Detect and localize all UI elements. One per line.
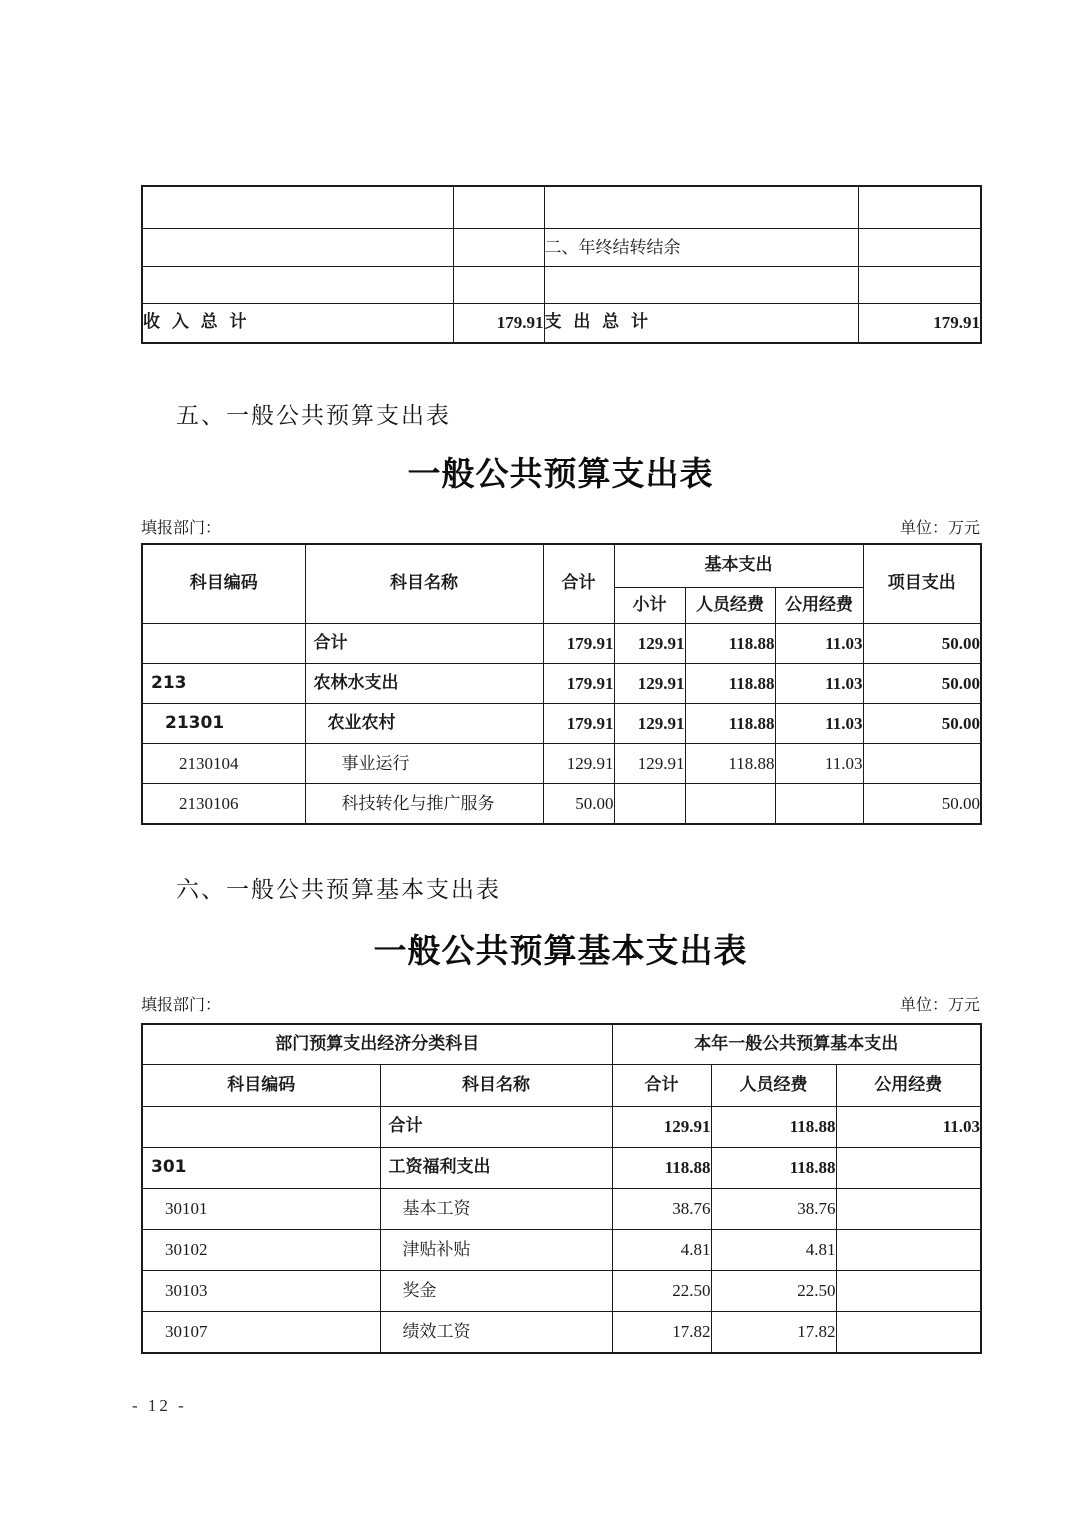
section5-form-dept-label: 填报部门： (141, 520, 222, 537)
cell-label: 二、年终结转结余 (544, 229, 858, 267)
cell-subtotal: 129.91 (614, 664, 685, 704)
cell-public-funds (836, 1230, 981, 1271)
cell-public-funds (836, 1271, 981, 1312)
cell-personnel-funds: 22.50 (711, 1271, 836, 1312)
table-row (142, 267, 981, 304)
cell-total: 22.50 (612, 1271, 711, 1312)
cell-amount: 179.91 (858, 304, 981, 344)
cell-subject-code: 30107 (142, 1312, 380, 1354)
cell-subject-code (142, 1107, 380, 1148)
cell-public-funds (836, 1189, 981, 1230)
table-row (142, 1271, 981, 1312)
cell-total: 179.91 (543, 664, 614, 704)
cell-project-expenditure: 50.00 (863, 624, 981, 664)
cell-subject-name: 农业农村 (305, 704, 543, 744)
cell-total: 38.76 (612, 1189, 711, 1230)
cell-subject-code: 30102 (142, 1230, 380, 1271)
cell-subject-name: 农林水支出 (305, 664, 543, 704)
cell-personnel-funds: 118.88 (685, 664, 775, 704)
cell-personnel-funds: 118.88 (685, 744, 775, 784)
cell-amount (453, 229, 544, 267)
cell-personnel-funds: 4.81 (711, 1230, 836, 1271)
general-public-budget-expenditure-table (141, 543, 982, 825)
cell-subject-name: 奖金 (380, 1271, 612, 1312)
cell-total: 118.88 (612, 1148, 711, 1189)
cell-public-funds (775, 784, 863, 825)
cell-subject-code: 301 (142, 1148, 380, 1189)
table-row (142, 304, 981, 344)
cell-public-funds: 11.03 (775, 744, 863, 784)
cell-project-expenditure (863, 744, 981, 784)
cell-subject-name: 合计 (380, 1107, 612, 1148)
cell-public-funds: 11.03 (775, 624, 863, 664)
table-header-row (142, 1024, 981, 1065)
cell-subject-name: 事业运行 (305, 744, 543, 784)
header-cell-personnel: 人员经费 (685, 588, 775, 624)
income-expenditure-summary-table (141, 185, 982, 344)
cell-label (142, 267, 453, 304)
table-row (142, 784, 981, 825)
cell-total: 50.00 (543, 784, 614, 825)
header-cell-total: 合计 (543, 544, 614, 624)
cell-subject-code: 30103 (142, 1271, 380, 1312)
cell-personnel-funds: 38.76 (711, 1189, 836, 1230)
cell-public-funds: 11.03 (836, 1107, 981, 1148)
cell-subtotal: 129.91 (614, 624, 685, 664)
table-header-row (142, 544, 981, 588)
cell-personnel-funds (685, 784, 775, 825)
cell-public-funds (836, 1312, 981, 1354)
cell-subtotal: 129.91 (614, 744, 685, 784)
header-cell-subtotal: 小计 (614, 588, 685, 624)
section6-form-dept-label: 填报部门： (141, 997, 222, 1014)
table-row (142, 186, 981, 229)
cell-subject-code: 2130106 (142, 784, 305, 825)
cell-label (544, 186, 858, 229)
table-row (142, 1312, 981, 1354)
header-cell-public: 公用经费 (836, 1065, 981, 1107)
cell-subtotal (614, 784, 685, 825)
cell-public-funds: 11.03 (775, 664, 863, 704)
cell-label (142, 186, 453, 229)
cell-project-expenditure: 50.00 (863, 784, 981, 825)
table-row (142, 1189, 981, 1230)
cell-subject-name: 合计 (305, 624, 543, 664)
table-row (142, 664, 981, 704)
cell-amount (453, 186, 544, 229)
cell-total: 129.91 (543, 744, 614, 784)
cell-total: 179.91 (543, 704, 614, 744)
header-cell-project: 项目支出 (863, 544, 981, 624)
cell-total: 4.81 (612, 1230, 711, 1271)
cell-personnel-funds: 118.88 (711, 1148, 836, 1189)
section5-unit-label: 单位：万元 (899, 520, 980, 537)
table-row (142, 1230, 981, 1271)
table-row (142, 624, 981, 664)
cell-label (544, 267, 858, 304)
header-cell-basic-expenditure-group: 本年一般公共预算基本支出 (612, 1024, 981, 1065)
cell-amount (453, 267, 544, 304)
cell-total: 17.82 (612, 1312, 711, 1354)
header-cell-total: 合计 (612, 1065, 711, 1107)
section6-heading: 六、一般公共预算基本支出表 (176, 877, 501, 902)
cell-subject-code: 30101 (142, 1189, 380, 1230)
cell-personnel-funds: 118.88 (711, 1107, 836, 1148)
cell-subject-code: 21301 (142, 704, 305, 744)
cell-subject-name: 基本工资 (380, 1189, 612, 1230)
cell-total: 129.91 (612, 1107, 711, 1148)
cell-personnel-funds: 118.88 (685, 624, 775, 664)
cell-subject-name: 绩效工资 (380, 1312, 612, 1354)
section5-heading: 五、一般公共预算支出表 (176, 403, 451, 428)
table-row (142, 1148, 981, 1189)
table-row (142, 1107, 981, 1148)
header-cell-classification-group: 部门预算支出经济分类科目 (142, 1024, 612, 1065)
cell-public-funds (836, 1148, 981, 1189)
cell-personnel-funds: 17.82 (711, 1312, 836, 1354)
cell-subject-name: 科技转化与推广服务 (305, 784, 543, 825)
table-row (142, 229, 981, 267)
cell-label: 收 入 总 计 (142, 304, 453, 344)
cell-subtotal: 129.91 (614, 704, 685, 744)
cell-amount: 179.91 (453, 304, 544, 344)
cell-label (142, 229, 453, 267)
header-cell-personnel: 人员经费 (711, 1065, 836, 1107)
header-cell-code: 科目编码 (142, 1065, 380, 1107)
cell-amount (858, 267, 981, 304)
section6-table-title: 一般公共预算基本支出表 (373, 931, 748, 970)
cell-label: 支 出 总 计 (544, 304, 858, 344)
header-cell-public: 公用经费 (775, 588, 863, 624)
header-cell-name: 科目名称 (380, 1065, 612, 1107)
cell-public-funds: 11.03 (775, 704, 863, 744)
section6-meta-row (141, 992, 980, 1015)
cell-project-expenditure: 50.00 (863, 664, 981, 704)
header-cell-code: 科目编码 (142, 544, 305, 624)
page-number: - 12 - (132, 1396, 187, 1415)
table-row (142, 744, 981, 784)
section5-meta-row (141, 515, 980, 538)
cell-subject-code: 213 (142, 664, 305, 704)
cell-subject-name: 工资福利支出 (380, 1148, 612, 1189)
header-cell-name: 科目名称 (305, 544, 543, 624)
cell-amount (858, 186, 981, 229)
cell-project-expenditure: 50.00 (863, 704, 981, 744)
cell-amount (858, 229, 981, 267)
section6-unit-label: 单位：万元 (899, 997, 980, 1014)
cell-personnel-funds: 118.88 (685, 704, 775, 744)
cell-subject-code: 2130104 (142, 744, 305, 784)
header-cell-basic-group: 基本支出 (614, 544, 863, 588)
table-header-row (142, 1065, 981, 1107)
cell-total: 179.91 (543, 624, 614, 664)
cell-subject-code (142, 624, 305, 664)
cell-subject-name: 津贴补贴 (380, 1230, 612, 1271)
table-row (142, 704, 981, 744)
general-public-budget-basic-expenditure-table (141, 1023, 982, 1354)
section5-table-title: 一般公共预算支出表 (407, 454, 714, 493)
